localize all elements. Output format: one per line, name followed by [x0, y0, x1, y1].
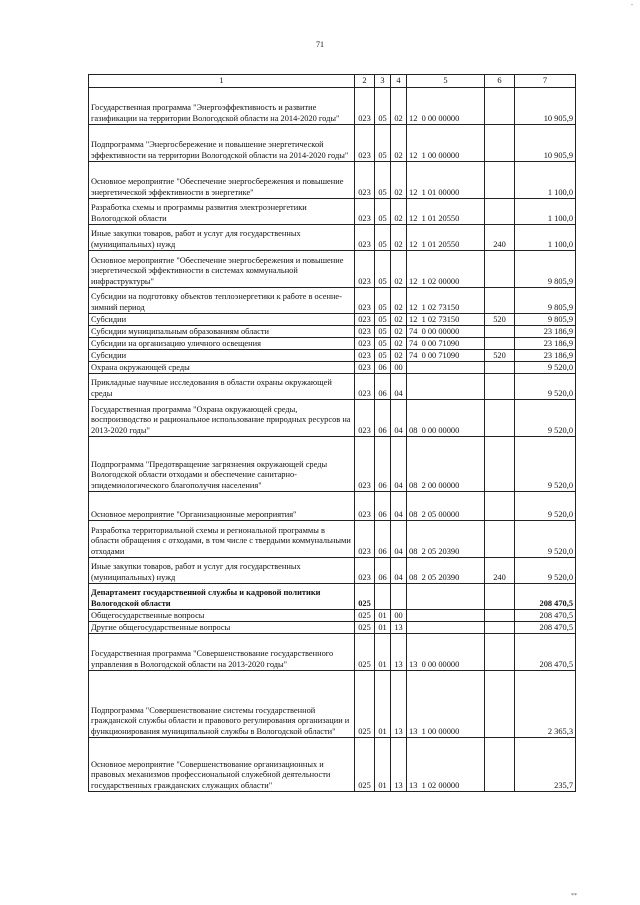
target-article-cell: 08 0 00 00000	[407, 400, 485, 437]
header-row	[89, 75, 576, 88]
target-article-cell: 12 1 01 00000	[407, 162, 485, 199]
item-name-cell: Субсидии на подготовку объектов теплоэнергетики к работе в осенне-зимний период	[89, 288, 355, 314]
expense-type-cell	[485, 288, 515, 314]
expense-type-cell	[485, 251, 515, 288]
expense-type-cell: 520	[485, 314, 515, 326]
target-article-cell	[407, 622, 485, 634]
section-cell: 01	[375, 671, 391, 738]
subsection-cell: 13	[391, 671, 407, 738]
table-row	[89, 400, 576, 437]
table-row	[89, 314, 576, 326]
section-cell: 01	[375, 610, 391, 622]
admin-code-cell: 023	[355, 88, 375, 125]
admin-code-cell: 023	[355, 492, 375, 521]
section-cell: 05	[375, 88, 391, 125]
table-row	[89, 521, 576, 558]
section-cell: 05	[375, 125, 391, 162]
target-article-cell	[407, 610, 485, 622]
subsection-cell: 13	[391, 738, 407, 792]
subsection-cell: 02	[391, 125, 407, 162]
budget-table	[88, 74, 576, 792]
admin-code-cell: 025	[355, 634, 375, 671]
table-row	[89, 162, 576, 199]
subsection-cell: 04	[391, 437, 407, 492]
item-name-cell: Основное мероприятие "Организационные мероприятия"	[89, 492, 355, 521]
corner-mark-top: -	[631, 2, 633, 8]
target-article-cell: 08 2 00 00000	[407, 437, 485, 492]
target-article-cell: 12 1 02 73150	[407, 314, 485, 326]
admin-code-cell: 023	[355, 521, 375, 558]
subsection-cell: 04	[391, 492, 407, 521]
header-cell: 5	[407, 75, 485, 88]
item-name-cell: Иные закупки товаров, работ и услуг для государственных (муниципальных) нужд	[89, 558, 355, 584]
item-name-cell: Разработка схемы и программы развития электроэнергетики Вологодской области	[89, 199, 355, 225]
target-article-cell: 12 1 02 73150	[407, 288, 485, 314]
expense-type-cell: 240	[485, 225, 515, 251]
item-name-cell: Другие общегосударственные вопросы	[89, 622, 355, 634]
target-article-cell: 12 1 01 20550	[407, 225, 485, 251]
corner-mark-bottom: **	[571, 893, 577, 899]
item-name-cell: Основное мероприятие "Совершенствование организационных и правовых механизмов профессиональной служебной деятельности государственных гражданских служащих области"	[89, 738, 355, 792]
subsection-cell: 04	[391, 558, 407, 584]
admin-code-cell: 023	[355, 326, 375, 338]
table-row	[89, 326, 576, 338]
subsection-cell: 04	[391, 374, 407, 400]
item-name-cell: Подпрограмма "Энергосбережение и повышение энергетической эффективности на территории Вологодской области на 2014-2020 годы"	[89, 125, 355, 162]
admin-code-cell: 023	[355, 338, 375, 350]
target-article-cell: 08 2 05 20390	[407, 558, 485, 584]
expense-type-cell	[485, 671, 515, 738]
item-name-cell: Субсидии	[89, 314, 355, 326]
admin-code-cell: 023	[355, 558, 375, 584]
section-cell: 01	[375, 634, 391, 671]
item-name-cell: Прикладные научные исследования в области охраны окружающей среды	[89, 374, 355, 400]
expense-type-cell	[485, 610, 515, 622]
header-cell: 3	[375, 75, 391, 88]
admin-code-cell: 023	[355, 400, 375, 437]
table-row	[89, 374, 576, 400]
expense-type-cell	[485, 738, 515, 792]
page-number: 71	[316, 40, 324, 49]
table-row	[89, 88, 576, 125]
expense-type-cell	[485, 338, 515, 350]
target-article-cell: 12 1 02 00000	[407, 251, 485, 288]
expense-type-cell	[485, 326, 515, 338]
target-article-cell: 08 2 05 20390	[407, 521, 485, 558]
table-body	[89, 88, 576, 792]
amount-cell: 9 520,0	[515, 521, 576, 558]
table-row	[89, 288, 576, 314]
table-row	[89, 738, 576, 792]
amount-cell: 9 520,0	[515, 400, 576, 437]
amount-cell: 1 100,0	[515, 162, 576, 199]
admin-code-cell: 023	[355, 199, 375, 225]
amount-cell: 9 520,0	[515, 558, 576, 584]
expense-type-cell	[485, 199, 515, 225]
expense-type-cell	[485, 521, 515, 558]
subsection-cell: 02	[391, 338, 407, 350]
target-article-cell	[407, 584, 485, 610]
amount-cell: 208 470,5	[515, 584, 576, 610]
item-name-cell: Охрана окружающей среды	[89, 362, 355, 374]
subsection-cell: 02	[391, 162, 407, 199]
target-article-cell: 13 0 00 00000	[407, 634, 485, 671]
admin-code-cell: 023	[355, 437, 375, 492]
admin-code-cell: 025	[355, 610, 375, 622]
amount-cell: 2 365,3	[515, 671, 576, 738]
expense-type-cell	[485, 162, 515, 199]
amount-cell: 9 520,0	[515, 437, 576, 492]
subsection-cell: 02	[391, 314, 407, 326]
item-name-cell: Подпрограмма "Совершенствование системы государственной гражданской службы области и правового регулирования организации и функционирования муниципальной службы в Вологодской области"	[89, 671, 355, 738]
admin-code-cell: 023	[355, 251, 375, 288]
subsection-cell: 02	[391, 350, 407, 362]
expense-type-cell	[485, 634, 515, 671]
table-row	[89, 350, 576, 362]
target-article-cell: 13 1 02 00000	[407, 738, 485, 792]
expense-type-cell	[485, 374, 515, 400]
target-article-cell: 12 0 00 00000	[407, 88, 485, 125]
amount-cell: 1 100,0	[515, 225, 576, 251]
table-row	[89, 199, 576, 225]
amount-cell: 10 905,9	[515, 125, 576, 162]
admin-code-cell: 023	[355, 362, 375, 374]
section-cell: 05	[375, 338, 391, 350]
section-cell: 05	[375, 326, 391, 338]
header-cell: 2	[355, 75, 375, 88]
section-cell: 05	[375, 314, 391, 326]
section-cell: 05	[375, 225, 391, 251]
amount-cell: 23 186,9	[515, 338, 576, 350]
item-name-cell: Департамент государственной службы и кадровой политики Вологодской области	[89, 584, 355, 610]
target-article-cell: 74 0 00 71090	[407, 338, 485, 350]
admin-code-cell: 025	[355, 584, 375, 610]
expense-type-cell	[485, 437, 515, 492]
section-cell: 06	[375, 521, 391, 558]
table-row	[89, 251, 576, 288]
admin-code-cell: 023	[355, 350, 375, 362]
amount-cell: 208 470,5	[515, 622, 576, 634]
expense-type-cell	[485, 400, 515, 437]
section-cell: 06	[375, 437, 391, 492]
section-cell: 06	[375, 492, 391, 521]
table-row	[89, 622, 576, 634]
subsection-cell: 13	[391, 622, 407, 634]
item-name-cell: Основное мероприятие "Обеспечение энергосбережения и повышение энергетической эффективности в системах коммунальной инфраструктуры"	[89, 251, 355, 288]
target-article-cell: 12 1 01 20550	[407, 199, 485, 225]
expense-type-cell	[485, 584, 515, 610]
amount-cell: 10 905,9	[515, 88, 576, 125]
item-name-cell: Субсидии муниципальным образованиям области	[89, 326, 355, 338]
subsection-cell: 13	[391, 634, 407, 671]
item-name-cell: Иные закупки товаров, работ и услуг для государственных (муниципальных) нужд	[89, 225, 355, 251]
table-row	[89, 634, 576, 671]
header-cell: 1	[89, 75, 355, 88]
expense-type-cell	[485, 125, 515, 162]
admin-code-cell: 023	[355, 314, 375, 326]
admin-code-cell: 023	[355, 288, 375, 314]
expense-type-cell: 520	[485, 350, 515, 362]
amount-cell: 9 520,0	[515, 374, 576, 400]
table-row	[89, 338, 576, 350]
expense-type-cell: 240	[485, 558, 515, 584]
subsection-cell: 02	[391, 288, 407, 314]
amount-cell: 9 520,0	[515, 362, 576, 374]
section-cell: 05	[375, 162, 391, 199]
admin-code-cell: 025	[355, 622, 375, 634]
table-row	[89, 437, 576, 492]
target-article-cell: 74 0 00 71090	[407, 350, 485, 362]
admin-code-cell: 023	[355, 125, 375, 162]
section-cell: 06	[375, 362, 391, 374]
section-cell: 01	[375, 622, 391, 634]
expense-type-cell	[485, 622, 515, 634]
admin-code-cell: 023	[355, 374, 375, 400]
section-cell: 01	[375, 738, 391, 792]
subsection-cell: 00	[391, 610, 407, 622]
subsection-cell	[391, 584, 407, 610]
item-name-cell: Разработка территориальной схемы и региональной программы в области обращения с отходами, в том числе с твердыми коммунальными отходами	[89, 521, 355, 558]
admin-code-cell: 025	[355, 671, 375, 738]
admin-code-cell: 023	[355, 225, 375, 251]
item-name-cell: Общегосударственные вопросы	[89, 610, 355, 622]
section-cell: 05	[375, 288, 391, 314]
subsection-cell: 04	[391, 400, 407, 437]
subsection-cell: 02	[391, 225, 407, 251]
amount-cell: 235,7	[515, 738, 576, 792]
admin-code-cell: 023	[355, 162, 375, 199]
section-cell: 06	[375, 400, 391, 437]
item-name-cell: Субсидии на организацию уличного освещения	[89, 338, 355, 350]
admin-code-cell: 025	[355, 738, 375, 792]
amount-cell: 9 805,9	[515, 251, 576, 288]
table-row	[89, 671, 576, 738]
subsection-cell: 04	[391, 521, 407, 558]
expense-type-cell	[485, 88, 515, 125]
amount-cell: 9 805,9	[515, 288, 576, 314]
target-article-cell: 12 1 00 00000	[407, 125, 485, 162]
subsection-cell: 02	[391, 326, 407, 338]
section-cell: 05	[375, 350, 391, 362]
target-article-cell	[407, 374, 485, 400]
amount-cell: 23 186,9	[515, 326, 576, 338]
table-row	[89, 584, 576, 610]
amount-cell: 208 470,5	[515, 634, 576, 671]
item-name-cell: Субсидии	[89, 350, 355, 362]
section-cell: 05	[375, 199, 391, 225]
table-row	[89, 125, 576, 162]
section-cell: 06	[375, 558, 391, 584]
header-cell: 6	[485, 75, 515, 88]
table-row	[89, 225, 576, 251]
table-row	[89, 610, 576, 622]
amount-cell: 9 520,0	[515, 492, 576, 521]
item-name-cell: Основное мероприятие "Обеспечение энергосбережения и повышение энергетической эффективности в энергетике"	[89, 162, 355, 199]
subsection-cell: 02	[391, 251, 407, 288]
target-article-cell: 74 0 00 00000	[407, 326, 485, 338]
header-cell: 7	[515, 75, 576, 88]
subsection-cell: 02	[391, 199, 407, 225]
subsection-cell: 02	[391, 88, 407, 125]
subsection-cell: 00	[391, 362, 407, 374]
amount-cell: 9 805,9	[515, 314, 576, 326]
section-cell	[375, 584, 391, 610]
section-cell: 06	[375, 374, 391, 400]
header-cell: 4	[391, 75, 407, 88]
target-article-cell	[407, 362, 485, 374]
section-cell: 05	[375, 251, 391, 288]
target-article-cell: 13 1 00 00000	[407, 671, 485, 738]
item-name-cell: Подпрограмма "Предотвращение загрязнения окружающей среды Вологодской области отходами и обеспечение санитарно-эпидемиологического благополучия населения"	[89, 437, 355, 492]
expense-type-cell	[485, 362, 515, 374]
target-article-cell: 08 2 05 00000	[407, 492, 485, 521]
amount-cell: 1 100,0	[515, 199, 576, 225]
table-row	[89, 558, 576, 584]
item-name-cell: Государственная программа "Совершенствование государственного управления в Вологодской области на 2013-2020 годы"	[89, 634, 355, 671]
expense-type-cell	[485, 492, 515, 521]
table-row	[89, 492, 576, 521]
item-name-cell: Государственная программа "Охрана окружающей среды, воспроизводство и рациональное использование природных ресурсов на 2013-2020 годы"	[89, 400, 355, 437]
amount-cell: 208 470,5	[515, 610, 576, 622]
table-row	[89, 362, 576, 374]
item-name-cell: Государственная программа "Энергоэффективность и развитие газификации на территории Вологодской области на 2014-2020 годы"	[89, 88, 355, 125]
amount-cell: 23 186,9	[515, 350, 576, 362]
